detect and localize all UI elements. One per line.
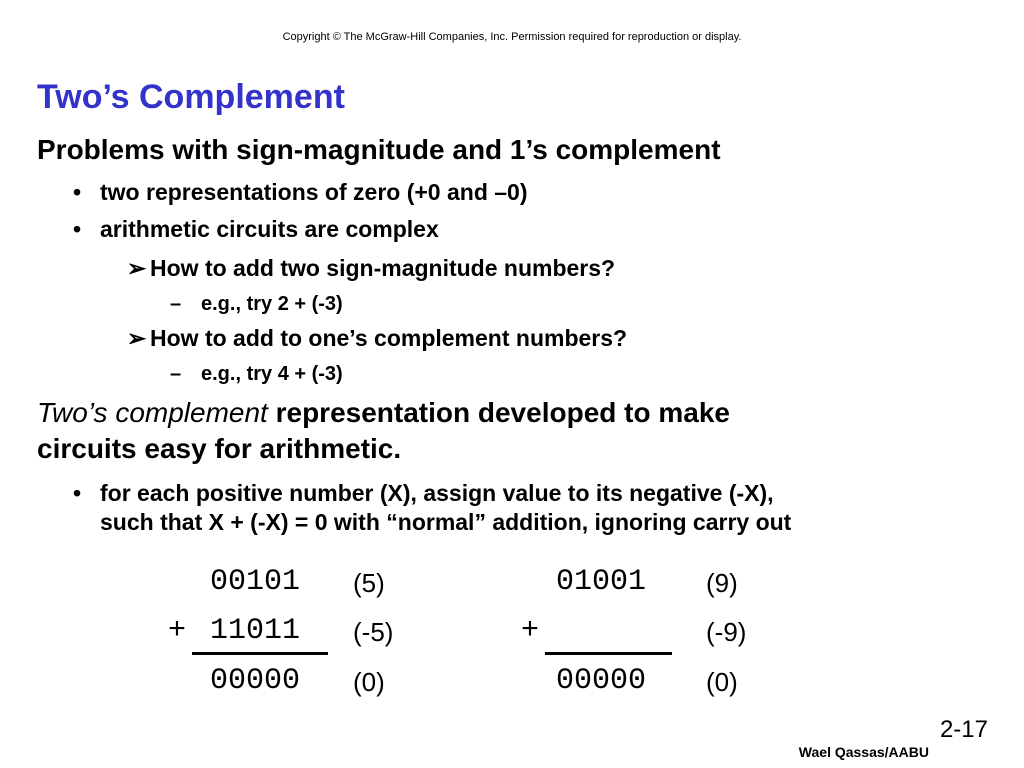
question-text: How to add to one’s complement numbers? — [150, 325, 628, 351]
question-text: How to add two sign-magnitude numbers? — [150, 255, 616, 281]
bullet-text: two representations of zero (+0 and –0) — [100, 179, 528, 205]
right-result-note: (0) — [706, 667, 738, 697]
twos-complement-term: Two’s complement — [37, 397, 268, 428]
slide-title: Two’s Complement — [37, 78, 345, 116]
right-operand-top-note: (9) — [706, 568, 738, 598]
left-operand-bottom: 11011 — [210, 614, 301, 648]
twos-complement-statement-cont: circuits easy for arithmetic. — [37, 433, 402, 464]
sub-item-example — [170, 363, 343, 386]
right-blank-operand-rule — [545, 652, 672, 655]
sub-item-example — [170, 293, 343, 316]
bullet-icon: • — [73, 179, 82, 205]
bullet-icon: • — [73, 480, 82, 506]
left-sum-rule — [192, 652, 328, 655]
example-text: e.g., try 2 + (-3) — [201, 293, 343, 315]
statement-rest: representation developed to make — [267, 397, 730, 428]
page-number: 2-17 — [939, 716, 988, 743]
example-text: e.g., try 4 + (-3) — [201, 363, 343, 385]
right-operand-bottom-note: (-9) — [706, 617, 747, 647]
left-operand-top-note: (5) — [353, 568, 385, 598]
dash-bullet-icon: – — [170, 363, 182, 385]
bullet-text-continued: such that X + (-X) = 0 with “normal” addition, ignoring carry out — [100, 509, 792, 535]
arrow-bullet-icon: ➢ — [127, 325, 147, 351]
author-credit: Wael Qassas/AABU — [798, 744, 929, 760]
dash-bullet-icon: – — [170, 293, 182, 315]
right-plus-sign: + — [521, 614, 540, 648]
left-plus-sign: + — [168, 614, 187, 648]
bullet-text: arithmetic circuits are complex — [100, 216, 439, 242]
left-operand-bottom-note: (-5) — [353, 617, 394, 647]
left-operand-top: 00101 — [210, 565, 301, 599]
sub-item-question — [127, 255, 616, 282]
copyright-notice: Copyright © The McGraw-Hill Companies, Inc. Permission required for reproduction or display. — [282, 31, 742, 43]
twos-complement-statement — [37, 397, 730, 429]
arrow-bullet-icon: ➢ — [127, 255, 147, 281]
bullet-icon: • — [73, 216, 82, 242]
right-result: 00000 — [556, 664, 647, 698]
bullet-text: for each positive number (X), assign value to its negative (-X), — [100, 480, 774, 506]
sub-item-question — [127, 325, 628, 352]
bullet-item — [73, 179, 528, 206]
bullet-item — [73, 480, 774, 507]
left-result-note: (0) — [353, 667, 385, 697]
problems-heading: Problems with sign-magnitude and 1’s complement — [37, 134, 721, 165]
left-result: 00000 — [210, 664, 301, 698]
bullet-item — [73, 216, 439, 243]
right-operand-top: 01001 — [556, 565, 647, 599]
